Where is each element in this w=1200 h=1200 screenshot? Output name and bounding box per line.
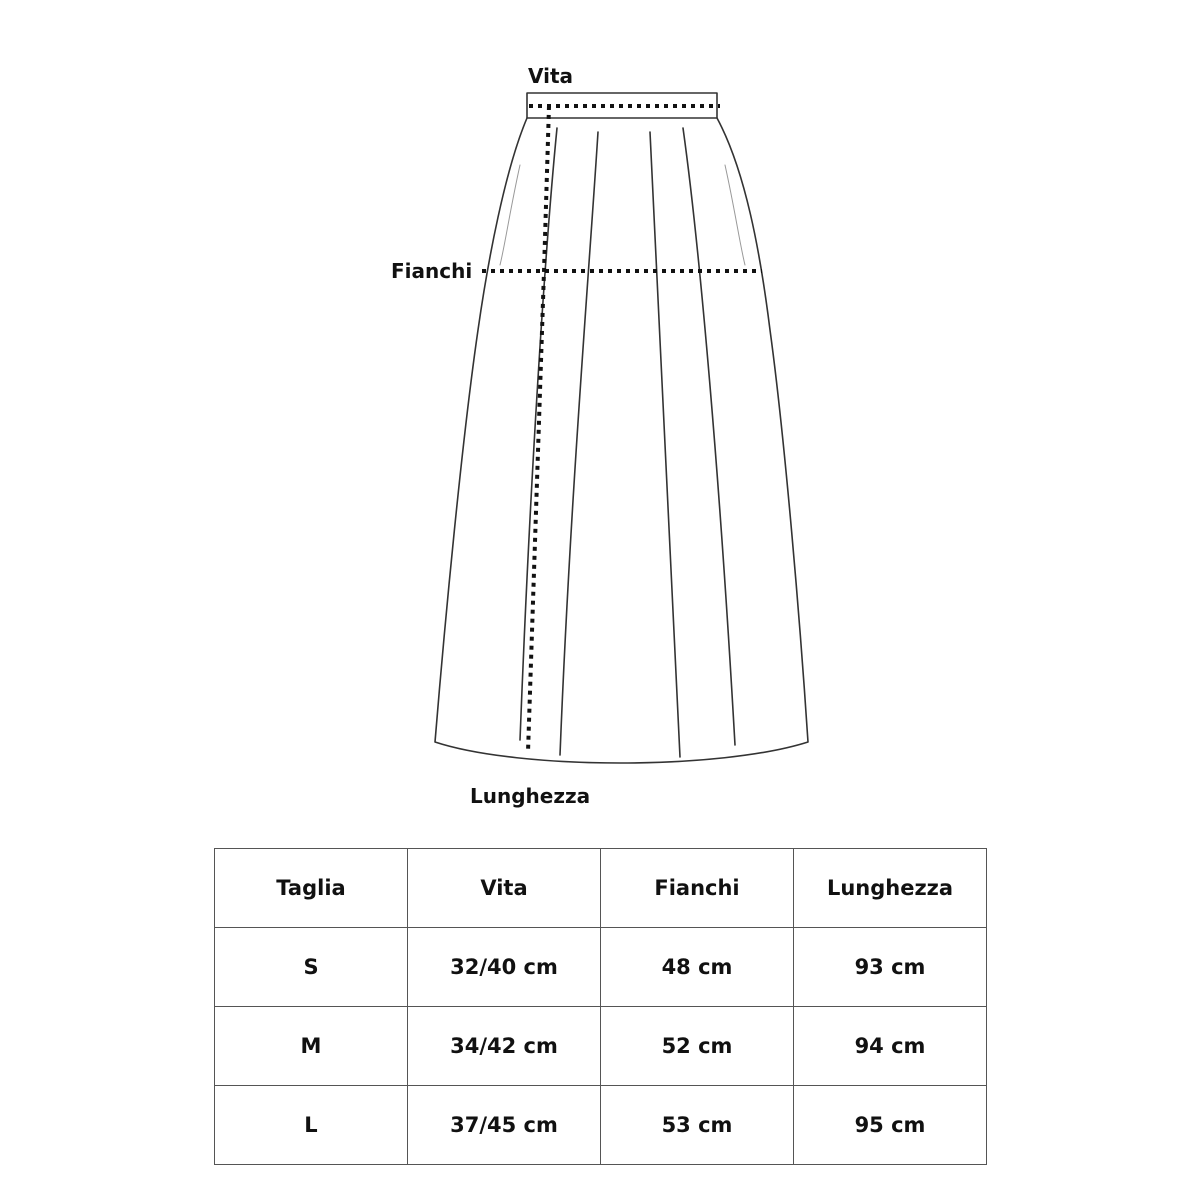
cell-length: 95 cm [794, 1086, 987, 1165]
table-row [215, 928, 987, 1007]
table-row [215, 1086, 987, 1165]
skirt-side-curve [500, 165, 520, 265]
header-length: Lunghezza [794, 849, 987, 928]
cell-waist: 34/42 cm [408, 1007, 601, 1086]
length-label: Lunghezza [470, 784, 591, 808]
skirt-pleat-line [560, 132, 598, 755]
cell-length: 94 cm [794, 1007, 987, 1086]
skirt-pleat-line [683, 128, 735, 745]
cell-hips: 48 cm [601, 928, 794, 1007]
header-hips: Fianchi [601, 849, 794, 928]
cell-size: S [215, 928, 408, 1007]
cell-size: M [215, 1007, 408, 1086]
waist-label: Vita [528, 64, 574, 88]
skirt-pleat-line [520, 128, 557, 740]
cell-hips: 53 cm [601, 1086, 794, 1165]
skirt-outline [435, 118, 808, 763]
cell-length: 93 cm [794, 928, 987, 1007]
hips-label: Fianchi [391, 259, 473, 283]
cell-waist: 32/40 cm [408, 928, 601, 1007]
header-size: Taglia [215, 849, 408, 928]
cell-waist: 37/45 cm [408, 1086, 601, 1165]
table-header-row [215, 849, 987, 928]
length-measure-line [528, 106, 549, 752]
skirt-pleat-line [650, 132, 680, 757]
cell-hips: 52 cm [601, 1007, 794, 1086]
size-chart-table [214, 848, 987, 1165]
cell-size: L [215, 1086, 408, 1165]
table-row [215, 1007, 987, 1086]
header-waist: Vita [408, 849, 601, 928]
